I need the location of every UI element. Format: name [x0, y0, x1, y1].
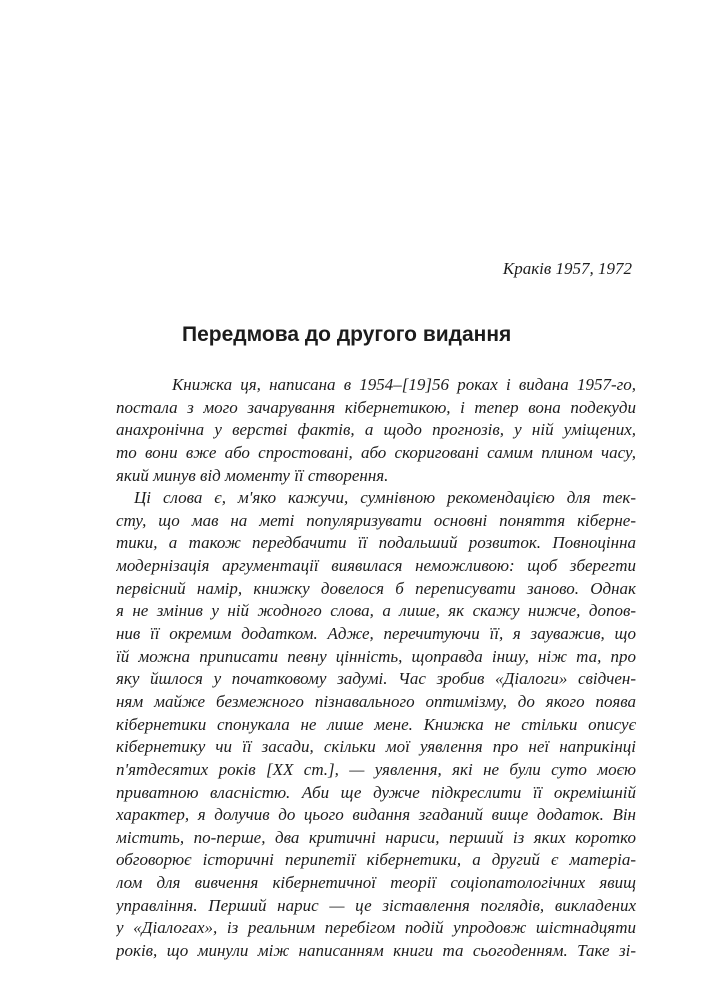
- text-line: то вони вже або спростовані, або скориговані самим плином часу,: [116, 442, 636, 462]
- text-line: у «Діалогах», із реальним перебігом подій упродовж шістнадцяти: [116, 918, 636, 938]
- text-line: років, що минули між написанням книги та сьогоденням. Таке зі-: [116, 941, 636, 961]
- text-line: який минув від моменту її створення.: [116, 465, 389, 485]
- paragraph-2: [116, 487, 636, 962]
- text-line: лом для вивчення кібернетичної теорії соціопатологічних явищ: [116, 873, 636, 893]
- text-line: сту, що мав на меті популяризувати основні поняття кіберне-: [116, 510, 636, 530]
- text-line: п'ятдесятих років [XX ст.], — уявлення, які не були суто моєю: [116, 759, 636, 779]
- body-text: [116, 374, 636, 963]
- paragraph-1: [116, 374, 636, 487]
- text-line: містить, по-перше, два критичні нариси, перший із яких коротко: [116, 827, 636, 847]
- text-line: анахронічна у верстві фактів, а щодо прогнозів, у ній уміщених,: [116, 420, 636, 440]
- text-line: постала з мого зачарування кібернетикою, і тепер вона подекуди: [116, 397, 636, 417]
- text-line: тики, а також передбачити її подальший розвиток. Повноцінна: [116, 533, 636, 553]
- text-line: характер, я долучив до цього видання згаданий вище додаток. Він: [116, 805, 636, 825]
- text-line: приватною власністю. Аби ще дужче підкреслити її окремішній: [116, 782, 636, 802]
- text-line: нив її окремим додатком. Адже, перечитуючи її, я зауважив, що: [116, 624, 636, 644]
- text-line: Ці слова є, м'яко кажучи, сумнівною рекомендацією для тек-: [134, 488, 636, 508]
- place-date: Краків 1957, 1972: [502, 259, 632, 278]
- text-line: ням майже безмежного пізнавального оптимізму, до якого поява: [116, 691, 636, 711]
- text-line: модернізація аргументації виявилася неможливою: щоб зберегти: [116, 556, 636, 576]
- text-line: обговорює історичні перипетії кібернетики, а другий є матеріа-: [116, 850, 636, 870]
- text-line: кібернетики спонукала не лише мене. Книжка не стільки описує: [116, 714, 636, 734]
- text-line: яку йшлося у початковому задумі. Час зробив «Діалоги» свідчен-: [116, 669, 636, 689]
- section-heading: Передмова до другого видання: [182, 323, 512, 346]
- text-line: управління. Перший нарис — це зіставлення поглядів, викладених: [116, 895, 636, 915]
- text-line: я не змінив у ній жодного слова, а лише, як скажу нижче, допов-: [116, 601, 636, 621]
- text-line: первісний намір, книжку довелося б переписувати заново. Однак: [116, 578, 636, 598]
- text-line: їй можна приписати певну цінність, щоправда іншу, ніж та, про: [116, 646, 636, 666]
- text-line: Книжка ця, написана в 1954–[19]56 роках і видана 1957-го,: [172, 375, 636, 394]
- text-line: кібернетику чи її засади, скільки мої уявлення про неї наприкінці: [116, 737, 636, 757]
